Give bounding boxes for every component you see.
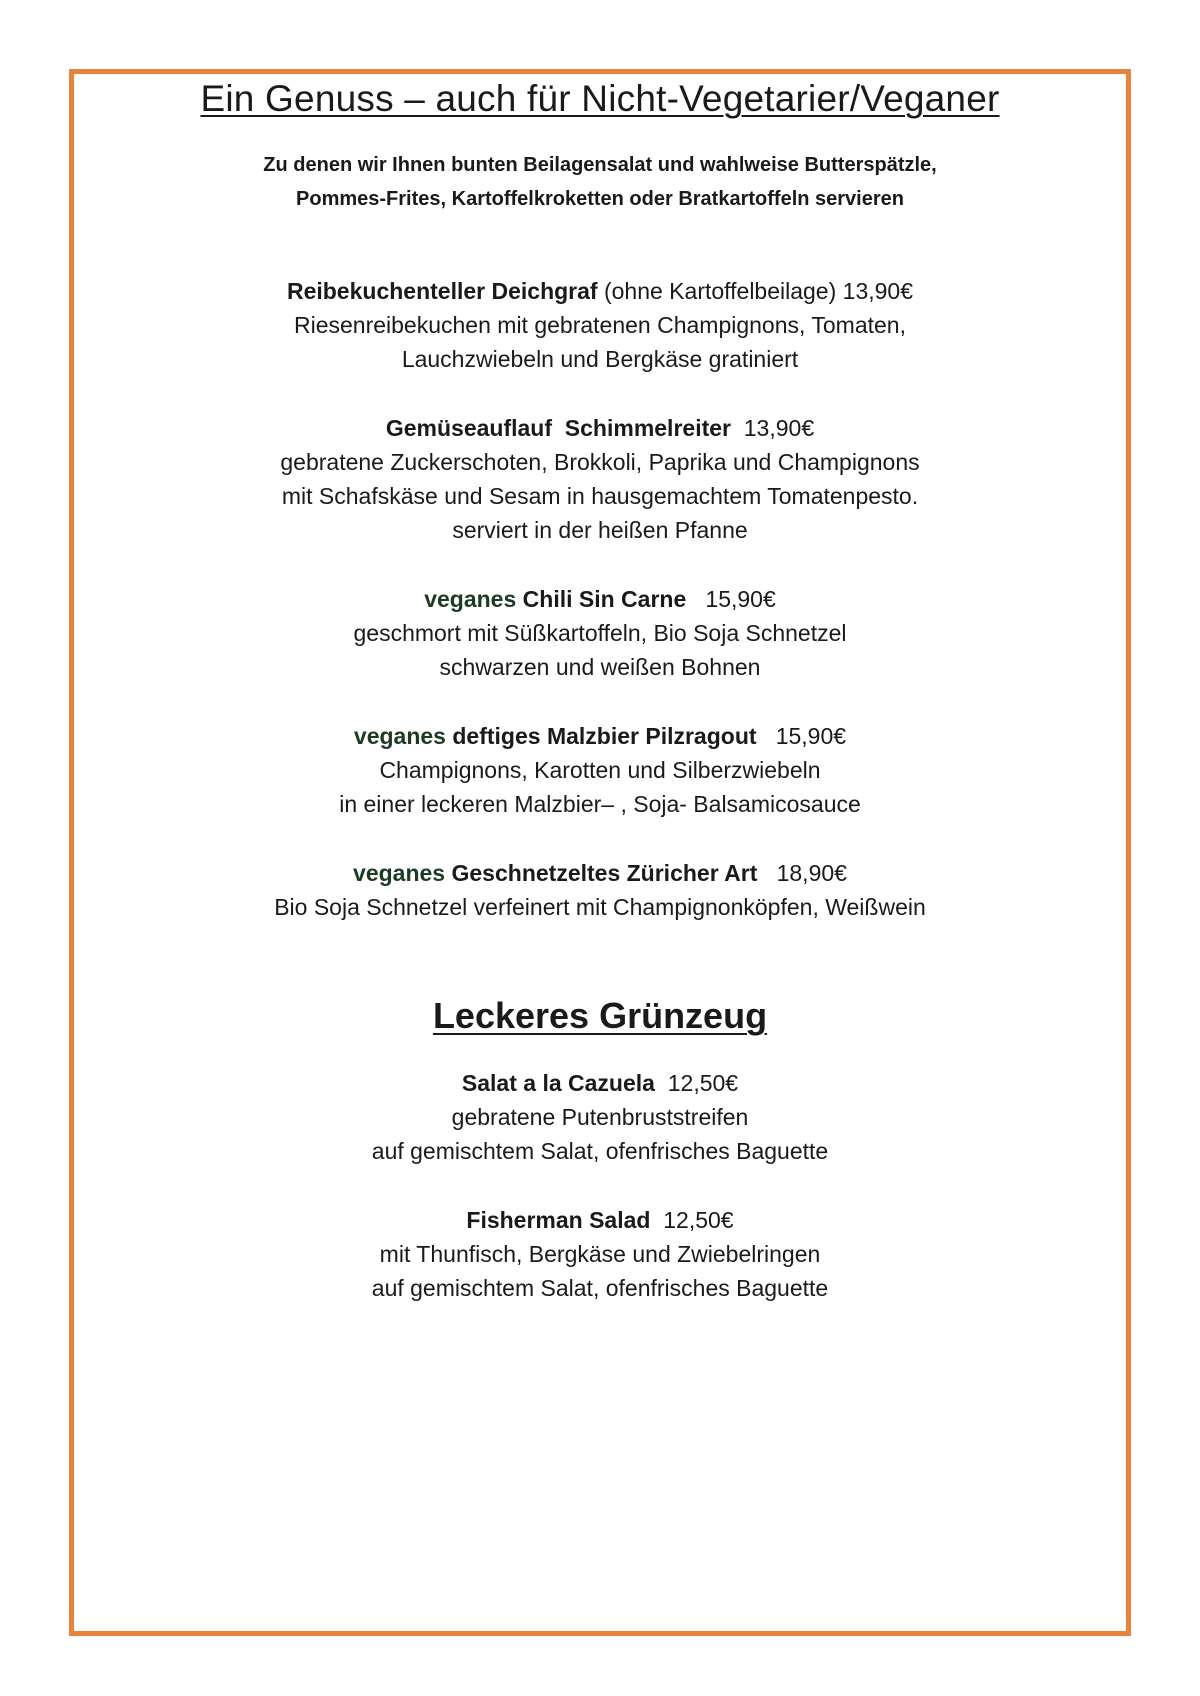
dish-heading: [74, 856, 1126, 890]
dish-description-line: mit Thunfisch, Bergkäse und Zwiebelringen: [379, 1241, 821, 1267]
menu-page: [74, 74, 1126, 1340]
dish-item: [74, 719, 1126, 821]
dish-name: Reibekuchenteller Deichgraf: [286, 278, 598, 304]
dish-note: (ohne Kartoffelbeilage): [603, 278, 837, 304]
intro-line: Pommes-Frites, Kartoffelkroketten oder Bratkartoffeln servieren: [296, 188, 904, 210]
dish-description-line: auf gemischtem Salat, ofenfrisches Baguette: [371, 1138, 829, 1164]
dish-heading: [74, 274, 1126, 308]
dish-description-line: in einer leckeren Malzbier– , Soja- Balsamicosauce: [339, 791, 861, 817]
dish-item: [74, 856, 1126, 924]
page-title: Ein Genuss – auch für Nicht-Vegetarier/Veganer: [200, 78, 1000, 119]
intro-line: Zu denen wir Ihnen bunten Beilagensalat und wahlweise Butterspätzle,: [263, 154, 937, 176]
dish-description-line: geschmort mit Süßkartoffeln, Bio Soja Schnetzel: [353, 620, 847, 646]
dish-price: 12,50€: [667, 1070, 739, 1096]
dish-price: 15,90€: [705, 586, 776, 612]
dish-price: 13,90€: [743, 415, 815, 441]
dish-description-line: auf gemischtem Salat, ofenfrisches Baguette: [371, 1275, 829, 1301]
vegan-tag: veganes: [353, 860, 446, 886]
salad-dishes-list: [74, 1066, 1126, 1305]
dish-item: [74, 274, 1126, 376]
dish-name: Fisherman Salad: [466, 1207, 651, 1233]
dish-price: 18,90€: [776, 860, 847, 886]
intro-text: [74, 148, 1126, 216]
dish-name: Geschnetzeltes Züricher Art: [451, 860, 758, 886]
dish-description-line: Lauchzwiebeln und Bergkäse gratiniert: [401, 346, 799, 372]
vegan-tag: veganes: [424, 586, 517, 612]
dish-heading: [74, 1066, 1126, 1100]
dish-description-line: mit Schafskäse und Sesam in hausgemachtem Tomatenpesto.: [281, 483, 919, 509]
dish-description-line: gebratene Zuckerschoten, Brokkoli, Paprika und Champignons: [280, 449, 920, 475]
dish-name: Gemüseauflauf Schimmelreiter: [385, 415, 731, 441]
vegan-tag: veganes: [353, 723, 446, 749]
dish-description-line: schwarzen und weißen Bohnen: [439, 654, 761, 680]
dish-name: Chili Sin Carne: [522, 586, 687, 612]
dish-heading: [74, 411, 1126, 445]
dish-heading: [74, 719, 1126, 753]
dish-description-line: gebratene Putenbruststreifen: [451, 1104, 749, 1130]
dish-description-line: serviert in der heißen Pfanne: [452, 517, 748, 543]
dish-price: 15,90€: [775, 723, 847, 749]
section-title-salads: Leckeres Grünzeug: [432, 995, 768, 1036]
dish-description-line: Bio Soja Schnetzel verfeinert mit Champignonköpfen, Weißwein: [274, 894, 926, 920]
dish-item: [74, 1066, 1126, 1168]
dish-name: Salat a la Cazuela: [461, 1070, 655, 1096]
dish-price: 12,50€: [663, 1207, 734, 1233]
dish-item: [74, 1203, 1126, 1305]
dish-name: deftiges Malzbier Pilzragout: [452, 723, 757, 749]
dish-heading: [74, 1203, 1126, 1237]
main-dishes-list: [74, 274, 1126, 924]
dish-description-line: Riesenreibekuchen mit gebratenen Champignons, Tomaten,: [293, 312, 906, 338]
dish-description-line: Champignons, Karotten und Silberzwiebeln: [379, 757, 821, 783]
dish-price: 13,90€: [842, 278, 914, 304]
dish-item: [74, 411, 1126, 547]
dish-heading: [74, 582, 1126, 616]
dish-item: [74, 582, 1126, 684]
